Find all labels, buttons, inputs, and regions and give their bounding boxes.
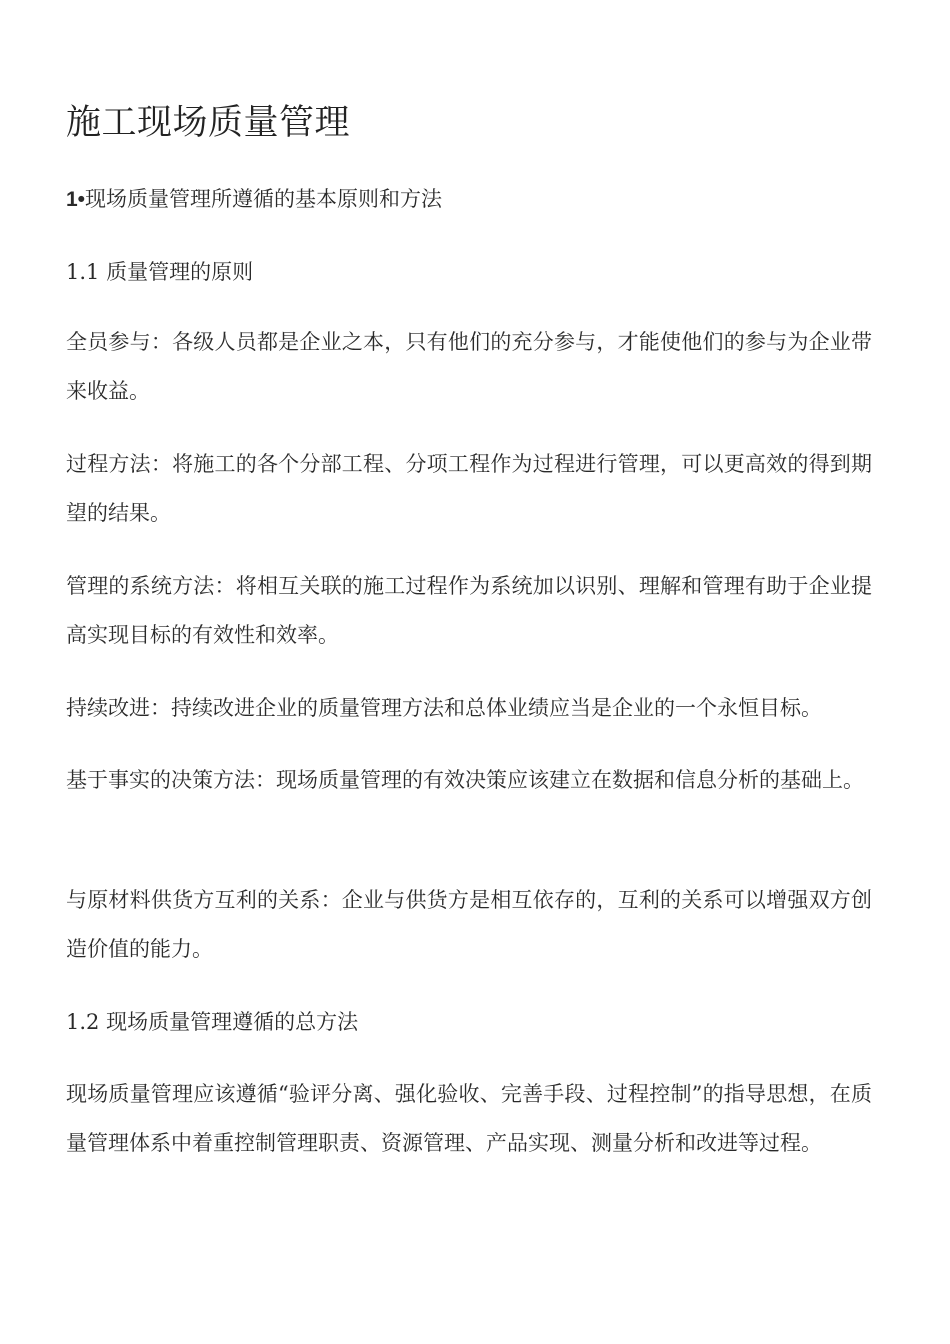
principle-paragraph: 与原材料供货方互利的关系：企业与供货方是相互依存的，互利的关系可以增强双方创造价值的能力。 <box>66 888 872 961</box>
principle-paragraph: 过程方法：将施工的各个分部工程、分项工程作为过程进行管理，可以更高效的得到期望的结果。 <box>66 452 872 525</box>
method-paragraph: 现场质量管理应该遵循“验评分离、强化验收、完善手段、过程控制”的指导思想，在质量管理体系中着重控制管理职责、资源管理、产品实现、测量分析和改进等过程。 <box>66 1082 872 1155</box>
section-1-number: 1• <box>66 188 86 211</box>
principle-paragraph: 全员参与：各级人员都是企业之本，只有他们的充分参与，才能使他们的参与为企业带来收益。 <box>66 330 872 403</box>
principle-paragraph: 管理的系统方法：将相互关联的施工过程作为系统加以识别、理解和管理有助于企业提高实现目标的有效性和效率。 <box>66 574 872 647</box>
section-1-1-heading: 1.1 质量管理的原则 <box>66 260 254 284</box>
section-1-2-heading: 1.2 现场质量管理遵循的总方法 <box>66 1010 359 1034</box>
principle-paragraph: 持续改进：持续改进企业的质量管理方法和总体业绩应当是企业的一个永恒目标。 <box>66 696 822 720</box>
section-1-heading-text: 现场质量管理所遵循的基本原则和方法 <box>85 187 443 211</box>
document-title: 施工现场质量管理 <box>66 103 351 143</box>
principle-paragraph: 基于事实的决策方法：现场质量管理的有效决策应该建立在数据和信息分析的基础上。 <box>66 768 864 792</box>
section-1-heading <box>66 183 442 216</box>
